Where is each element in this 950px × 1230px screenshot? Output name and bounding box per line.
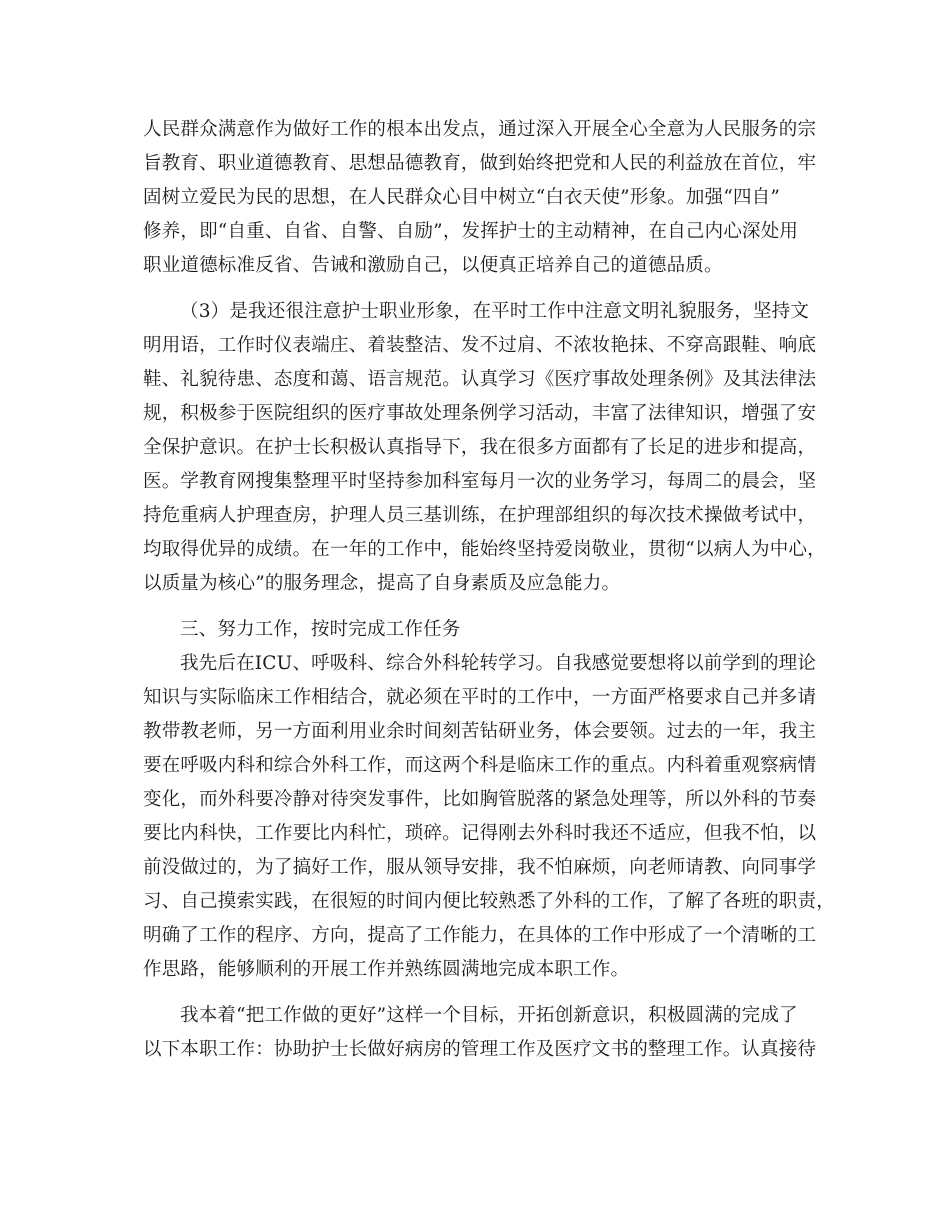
text-line: 教带教老师，另一方面利用业余时间刻苦钻研业务，体会要领。过去的一年，我主 <box>143 721 817 742</box>
text-line: 人民群众满意作为做好工作的根本出发点，通过深入开展全心全意为人民服务的宗 <box>143 119 817 140</box>
text-line: 要比内科快，工作要比内科忙，琐碎。记得刚去外科时我还不适应，但我不怕，以 <box>143 823 817 844</box>
text-line: 全保护意识。在护士长积极认真指导下，我在很多方面都有了长足的进步和提高， <box>143 437 817 458</box>
text-line: 前没做过的，为了搞好工作，服从领导安排，我不怕麻烦，向老师请教、向同事学 <box>143 857 817 878</box>
text-line: 以下本职工作：协助护士长做好病房的管理工作及医疗文书的整理工作。认真接待 <box>143 1039 817 1060</box>
text-line: 以质量为核心”的服务理念，提高了自身素质及应急能力。 <box>143 573 621 594</box>
text-line: 知识与实际临床工作相结合，就必须在平时的工作中，一方面严格要求自己并多请 <box>143 687 817 708</box>
section-heading: 三、努力工作，按时完成工作任务 <box>180 619 461 640</box>
text-line: （3）是我还很注意护士职业形象，在平时工作中注意文明礼貌服务，坚持文 <box>180 301 810 322</box>
text-line: 持危重病人护理查房，护理人员三基训练，在护理部组织的每次技术操做考试中， <box>143 505 817 526</box>
text-line: 明确了工作的程序、方向，提高了工作能力，在具体的工作中形成了一个清晰的工 <box>143 925 817 946</box>
text-line: 医。学教育网搜集整理平时坚持参加科室每月一次的业务学习，每周二的晨会，坚 <box>143 471 817 492</box>
text-line: 鞋、礼貌待患、态度和蔼、语言规范。认真学习《医疗事故处理条例》及其法律法 <box>143 369 817 390</box>
text-line: 要在呼吸内科和综合外科工作，而这两个科是临床工作的重点。内科着重观察病情 <box>143 755 817 776</box>
text-line: 旨教育、职业道德教育、思想品德教育，做到始终把党和人民的利益放在首位，牢 <box>143 153 817 174</box>
text-line: 规，积极参于医院组织的医疗事故处理条例学习活动，丰富了法律知识，增强了安 <box>143 403 817 424</box>
text-line: 我先后在ICU、呼吸科、综合外科轮转学习。自我感觉要想将以前学到的理论 <box>180 653 817 674</box>
text-line: 我本着“把工作做的更好”这样一个目标，开拓创新意识，积极圆满的完成了 <box>180 1005 798 1026</box>
text-line: 明用语，工作时仪表端庄、着装整洁、发不过肩、不浓妆艳抹、不穿高跟鞋、响底 <box>143 335 817 356</box>
text-line: 均取得优异的成绩。在一年的工作中，能始终坚持爱岗敬业，贯彻“以病人为中心， <box>143 539 826 560</box>
text-line: 变化，而外科要冷静对待突发事件，比如胸管脱落的紧急处理等，所以外科的节奏 <box>143 789 817 810</box>
text-line: 习、自己摸索实践，在很短的时间内便比较熟悉了外科的工作，了解了各班的职责， <box>143 891 835 912</box>
text-line: 作思路，能够顺利的开展工作并熟练圆满地完成本职工作。 <box>143 959 630 980</box>
text-line: 职业道德标准反省、告诫和激励自己，以便真正培养自己的道德品质。 <box>143 255 723 276</box>
text-line: 修养，即“自重、自省、自警、自励”，发挥护士的主动精神，在自己内心深处用 <box>143 221 799 242</box>
text-line: 固树立爱民为民的思想，在人民群众心目中树立“白衣天使”形象。加强“四自” <box>143 187 781 208</box>
